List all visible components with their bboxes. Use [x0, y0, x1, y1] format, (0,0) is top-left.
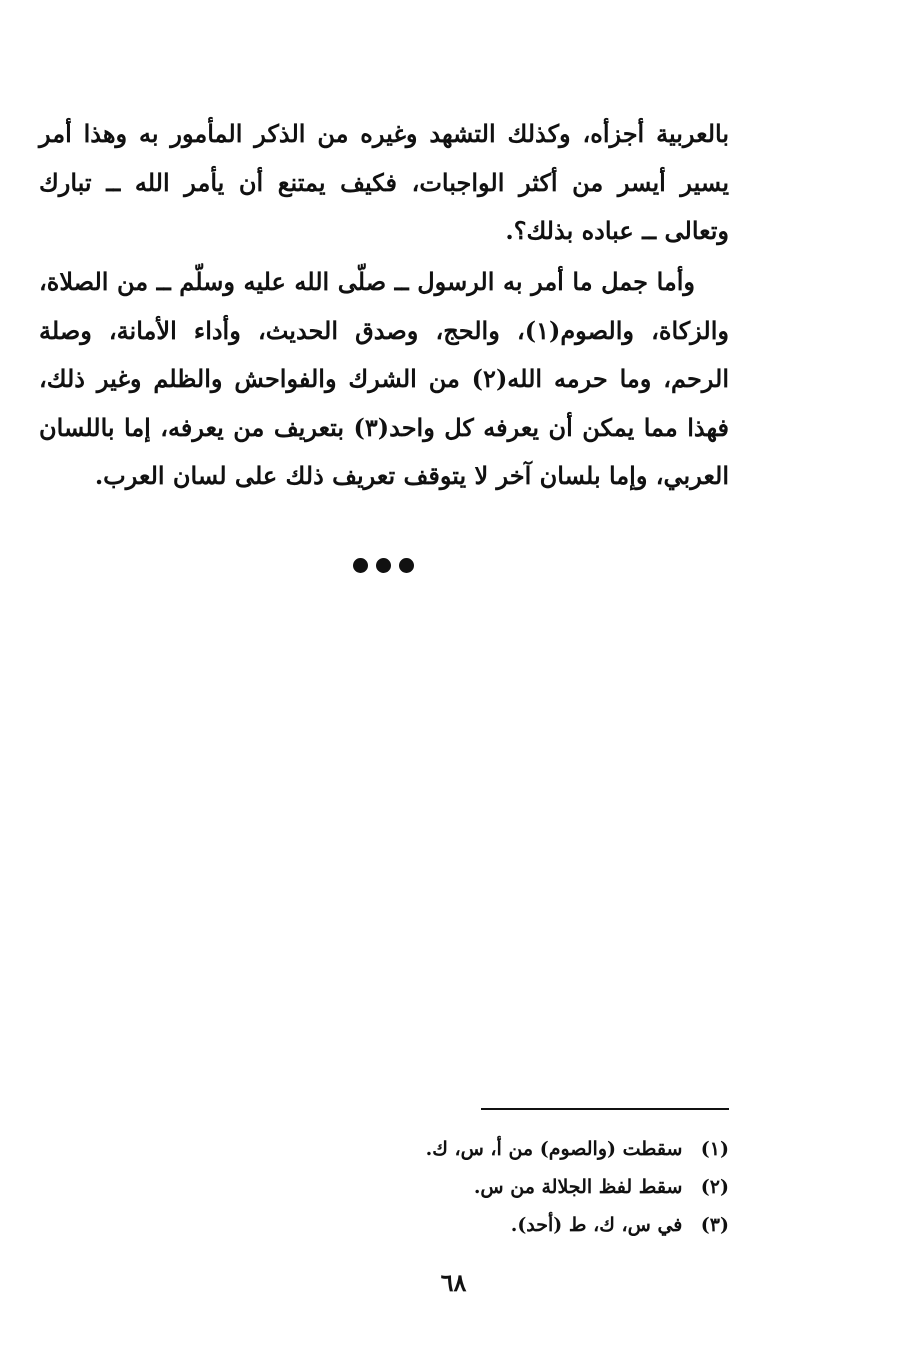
footnote-number: (٢) — [700, 1176, 729, 1198]
footnote-number: (١) — [700, 1138, 729, 1160]
body-paragraph-1-text: بالعربية أجزأه، وكذلك التشهد وغيره من الذكر المأمور به وهذا أمر يسير أيسر من أكثر الواجبات، فكيف يمتنع أن يأمر الله ــ تبارك وتعالى ــ عباده بذلك؟. — [39, 119, 729, 245]
footnote-text: سقطت (والصوم) من أ، س، ك. — [425, 1138, 683, 1160]
separator-dot — [376, 558, 391, 573]
page-number: ٦٨ — [440, 1268, 467, 1297]
section-separator — [0, 558, 766, 573]
body-paragraph-1 — [39, 110, 729, 256]
body-paragraph-2 — [39, 258, 729, 501]
footnote-text: في س، ك، ط (أحد). — [510, 1214, 683, 1236]
body-paragraph-2-text: وأما جمل ما أمر به الرسول ــ صلّى الله عليه وسلّم ــ من الصلاة، والزكاة، والصوم(١)، والحج، وصدق الحديث، وأداء الأمانة، وصلة الرحم، وما حرمه الله(٢) من الشرك والفواحش والظلم وغير ذلك، فهذا مما يمكن أن يعرفه كل واحد(٣) بتعريف من يعرفه، إما باللسان العربي، وإما بلسان آخر لا يتوقف تعريف ذلك على لسان العرب. — [39, 267, 729, 490]
separator-dot — [399, 558, 414, 573]
footnote-number: (٣) — [700, 1214, 729, 1236]
footnote-item — [229, 1168, 729, 1206]
footnote-divider — [481, 1108, 729, 1110]
footnotes — [229, 1130, 729, 1244]
footnote-item — [229, 1206, 729, 1244]
footnote-text: سقط لفظ الجلالة من س. — [473, 1176, 683, 1198]
footnote-item — [229, 1130, 729, 1168]
separator-dot — [353, 558, 368, 573]
